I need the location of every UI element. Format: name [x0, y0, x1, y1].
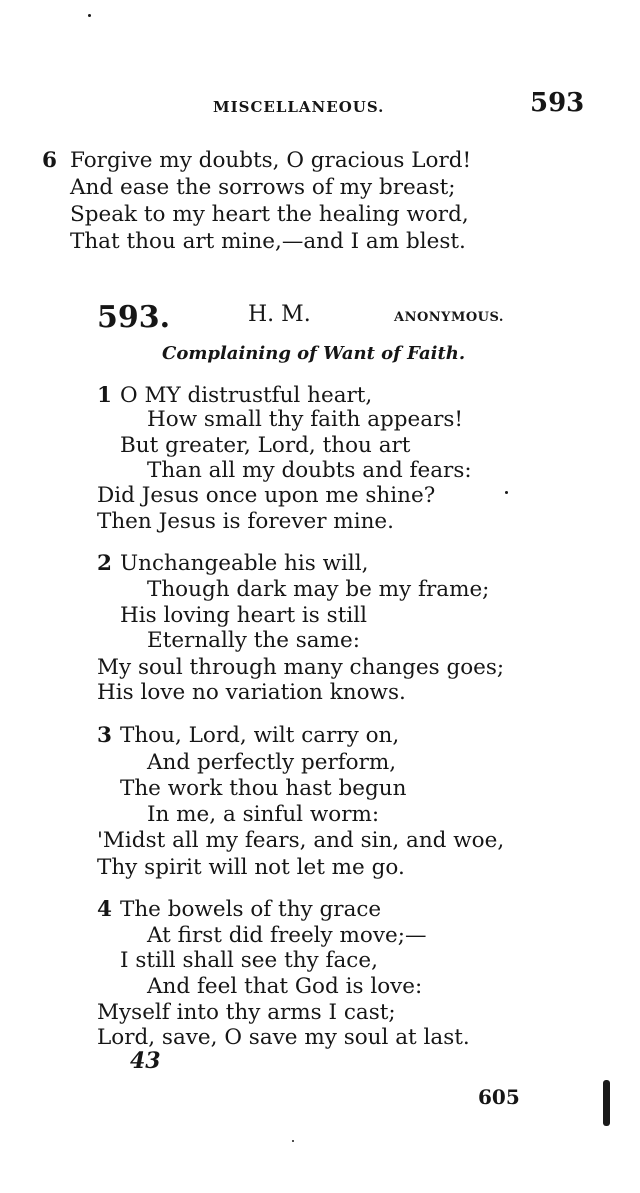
prev-verse-line: That thou art mine,—and I am blest.: [70, 229, 466, 254]
verse-line: His loving heart is still: [120, 603, 367, 628]
verse-line: Lord, save, O save my soul at last.: [97, 1025, 470, 1050]
hymn-number: 593.: [97, 300, 171, 335]
prev-verse-line: Speak to my heart the healing word,: [70, 202, 469, 227]
signature-mark: 43: [130, 1048, 161, 1074]
verse-line: At first did freely move;—: [147, 923, 427, 948]
prev-verse-number: 6: [42, 148, 57, 173]
verse-line: 'Midst all my fears, and sin, and woe,: [97, 828, 505, 853]
verse-number: 2: [97, 551, 112, 576]
verse-line: O MY distrustful heart,: [120, 383, 373, 408]
verse-line: Myself into thy arms I cast;: [97, 1000, 396, 1025]
speck-mark: [292, 1140, 294, 1142]
prev-verse-line: And ease the sorrows of my breast;: [70, 175, 456, 200]
verse-line: Eternally the same:: [147, 628, 360, 653]
verse-line: And feel that God is love:: [147, 974, 423, 999]
running-header: MISCELLANEOUS.: [213, 98, 385, 116]
page-edge-mark: [603, 1080, 610, 1126]
verse-line: I still shall see thy face,: [120, 948, 378, 973]
catchword: 605: [478, 1085, 520, 1109]
hymn-title: Complaining of Want of Faith.: [162, 343, 466, 364]
verse-line: My soul through many changes goes;: [97, 655, 505, 680]
verse-line: But greater, Lord, thou art: [120, 433, 411, 458]
verse-line: Though dark may be my frame;: [147, 577, 490, 602]
page-number: 593: [530, 88, 585, 118]
hymn-meter: H. M.: [248, 302, 311, 327]
verse-line: Than all my doubts and fears:: [147, 458, 472, 483]
verse-line: Did Jesus once upon me shine?: [97, 483, 436, 508]
verse-line: In me, a sinful worm:: [147, 802, 380, 827]
verse-number: 3: [97, 723, 112, 748]
verse-line: Thou, Lord, wilt carry on,: [120, 723, 400, 748]
prev-verse-line: Forgive my doubts, O gracious Lord!: [70, 148, 472, 173]
verse-line: His love no variation knows.: [97, 680, 406, 705]
verse-line: Thy spirit will not let me go.: [97, 855, 405, 880]
speck-mark: [505, 491, 508, 494]
speck-mark: [88, 14, 91, 17]
verse-line: The bowels of thy grace: [120, 897, 382, 922]
verse-line: Unchangeable his will,: [120, 551, 369, 576]
verse-number: 4: [97, 897, 112, 922]
verse-line: Then Jesus is forever mine.: [97, 509, 394, 534]
verse-line: How small thy faith appears!: [147, 407, 464, 432]
verse-line: And perfectly perform,: [147, 750, 397, 775]
verse-number: 1: [97, 383, 112, 408]
verse-line: The work thou hast begun: [120, 776, 407, 801]
hymn-author: ANONYMOUS.: [394, 310, 504, 325]
